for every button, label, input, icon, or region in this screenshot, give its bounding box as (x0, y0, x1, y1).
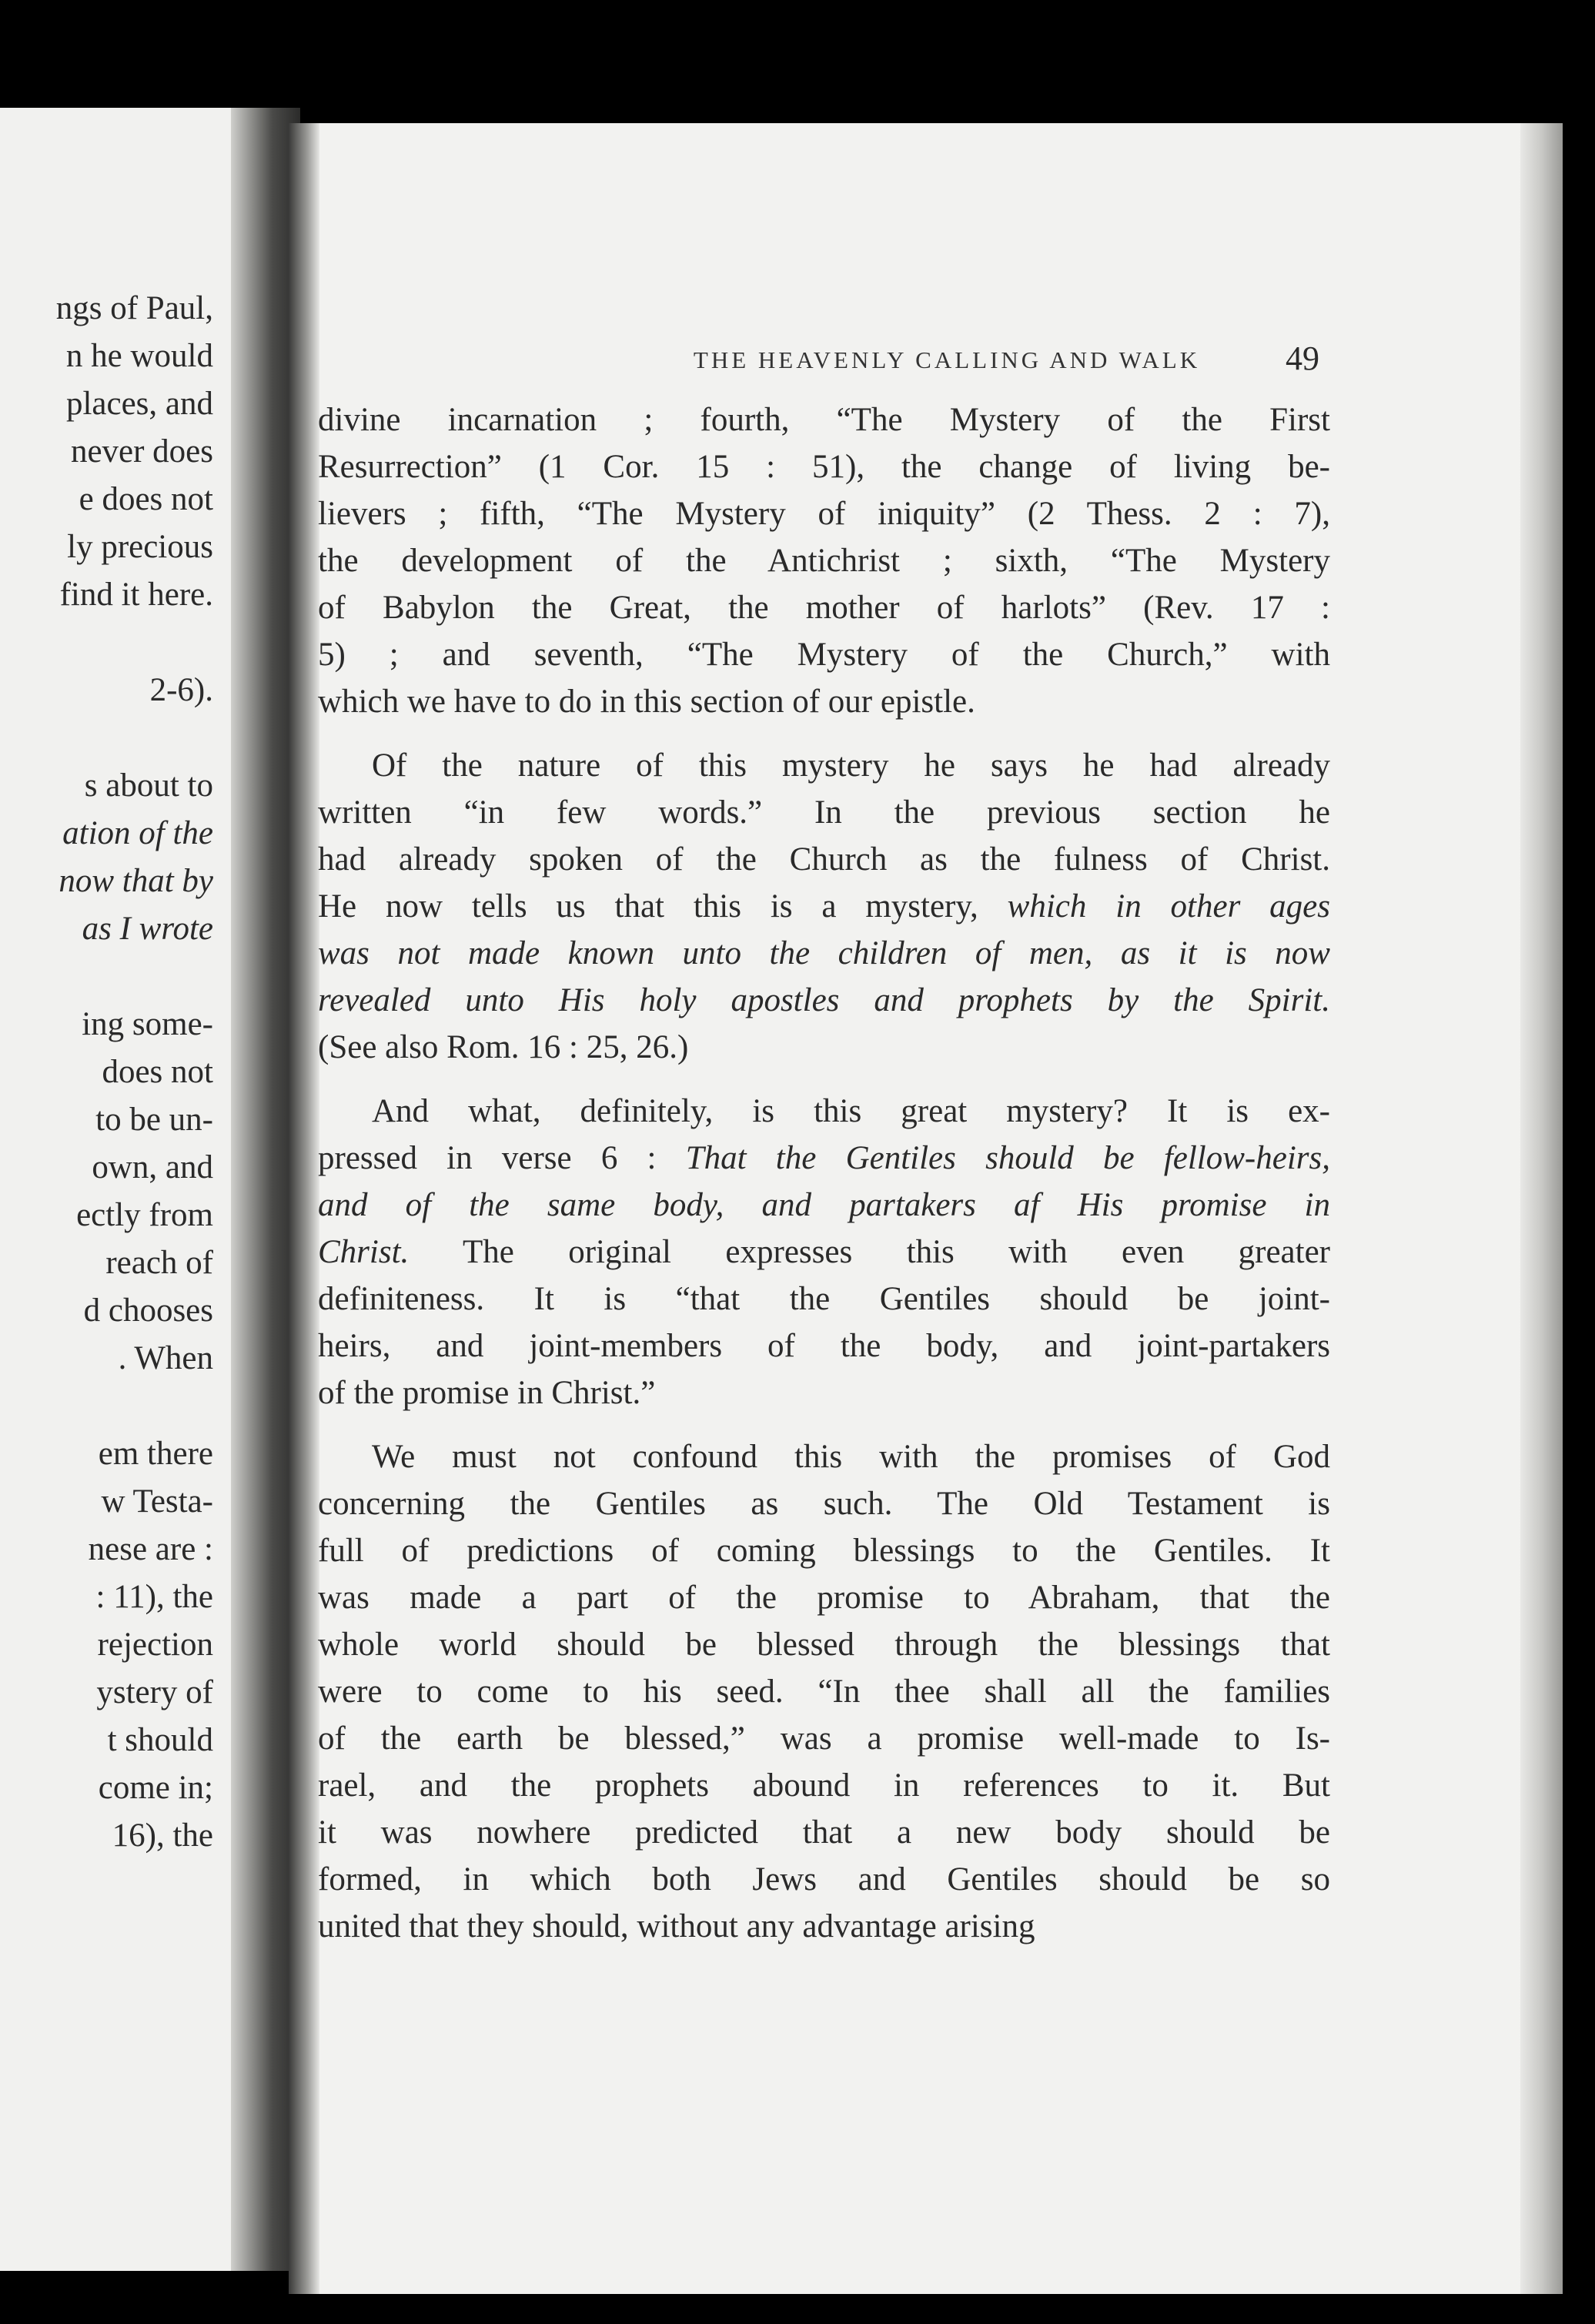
page-edge (1520, 123, 1563, 2294)
text-line: Resurrection” (1 Cor. 15 : 51), the change of living be- (318, 449, 1330, 485)
text-line: He now tells us that this is a mystery, which in other ages (318, 888, 1330, 925)
text-line: divine incarnation ; fourth, “The Mystery of the First (318, 402, 1330, 438)
left-page-line: 2-6). (149, 672, 213, 708)
paragraph (318, 1088, 1330, 1416)
left-page-line: s about to (84, 767, 213, 804)
left-page-line: e does not (79, 481, 213, 517)
text-line: united that they should, without any advantage arising (318, 1908, 1035, 1944)
left-page-line: own, and (92, 1149, 213, 1185)
text-line: it was nowhere predicted that a new body should be (318, 1814, 1330, 1851)
text-line: revealed unto His holy apostles and prophets by the Spirit. (318, 982, 1330, 1018)
left-page-line: em there (98, 1436, 213, 1472)
running-head: THE HEAVENLY CALLING AND WALK (693, 346, 1201, 373)
left-page-line: never does (70, 433, 213, 470)
left-page-line: ngs of Paul, (55, 290, 213, 326)
paragraph (318, 396, 1330, 725)
text-line: and of the same body, and partakers af His promise in (318, 1187, 1330, 1223)
text-line: was not made known unto the children of men, as it is now (318, 935, 1330, 971)
text-line: Of the nature of this mystery he says he had already (372, 747, 1330, 784)
text-line: had already spoken of the Church as the fulness of Christ. (318, 841, 1330, 878)
left-page-line: to be un- (95, 1102, 213, 1138)
left-page (0, 108, 242, 2271)
text-line: which we have to do in this section of our epistle. (318, 684, 975, 720)
text-line: full of predictions of coming blessings to the Gentiles. It (318, 1533, 1330, 1569)
paragraph-gap (318, 725, 1330, 742)
paragraph (318, 742, 1330, 1071)
text-line: rael, and the prophets abound in references to it. But (318, 1767, 1330, 1804)
left-page-line: come in; (98, 1770, 213, 1806)
text-line: whole world should be blessed through the blessings that (318, 1627, 1330, 1663)
left-page-line: ystery of (96, 1674, 213, 1710)
left-page-line: w Testa- (101, 1483, 213, 1520)
text-line: (See also Rom. 16 : 25, 26.) (318, 1029, 689, 1065)
left-page-line: ectly from (76, 1197, 213, 1233)
left-page-line: 16), the (112, 1817, 213, 1854)
text-line: was made a part of the promise to Abraham, that the (318, 1580, 1330, 1616)
left-page-line: : 11), the (95, 1579, 213, 1615)
text-line: were to come to his seed. “In thee shall all the families (318, 1674, 1330, 1710)
left-page-line: n he would (65, 338, 213, 374)
left-page-line: ing some- (82, 1006, 213, 1042)
left-page-line: as I wrote (82, 911, 213, 947)
text-line: of the promise in Christ.” (318, 1375, 656, 1411)
left-page-line: d chooses (83, 1292, 213, 1329)
page-spine-shadow (289, 123, 319, 2294)
left-page-line: rejection (97, 1627, 213, 1663)
left-page-line: reach of (105, 1245, 213, 1281)
text-line: formed, in which both Jews and Gentiles should be so (318, 1861, 1330, 1898)
left-page-line: . When (118, 1340, 213, 1376)
paragraph (318, 1433, 1330, 1950)
paragraph-gap (318, 1071, 1330, 1088)
left-page-line: nese are : (88, 1531, 213, 1567)
left-page-line: does not (102, 1054, 213, 1090)
left-page-line: places, and (65, 386, 213, 422)
text-line: And what, definitely, is this great mystery? It is ex- (372, 1093, 1330, 1129)
text-line: of the earth be blessed,” was a promise well-made to Is- (318, 1720, 1330, 1757)
left-page-line: ly precious (67, 529, 213, 565)
text-line: Christ. The original expresses this with even greater (318, 1234, 1330, 1270)
text-line: written “in few words.” In the previous section he (318, 794, 1330, 831)
text-line: the development of the Antichrist ; sixth, “The Mystery (318, 543, 1330, 579)
paragraph-gap (318, 1416, 1330, 1433)
text-line: concerning the Gentiles as such. The Old Testament is (318, 1486, 1330, 1522)
left-page-line: now that by (59, 863, 213, 899)
text-line: 5) ; and seventh, “The Mystery of the Church,” with (318, 637, 1330, 673)
text-line: heirs, and joint-members of the body, and joint-partakers (318, 1328, 1330, 1364)
right-page (289, 123, 1563, 2294)
text-line: We must not confound this with the promises of God (372, 1439, 1330, 1475)
page-number: 49 (1286, 339, 1319, 377)
body-text (318, 396, 1330, 1950)
text-line: lievers ; fifth, “The Mystery of iniquity” (2 Thess. 2 : 7), (318, 496, 1330, 532)
left-page-line: find it here. (59, 577, 213, 613)
text-line: pressed in verse 6 : That the Gentiles should be fellow-heirs, (318, 1140, 1330, 1176)
left-page-line: ation of the (62, 815, 213, 851)
left-page-line: t should (107, 1722, 213, 1758)
text-line: of Babylon the Great, the mother of harlots” (Rev. 17 : (318, 590, 1330, 626)
text-line: definiteness. It is “that the Gentiles should be joint- (318, 1281, 1330, 1317)
